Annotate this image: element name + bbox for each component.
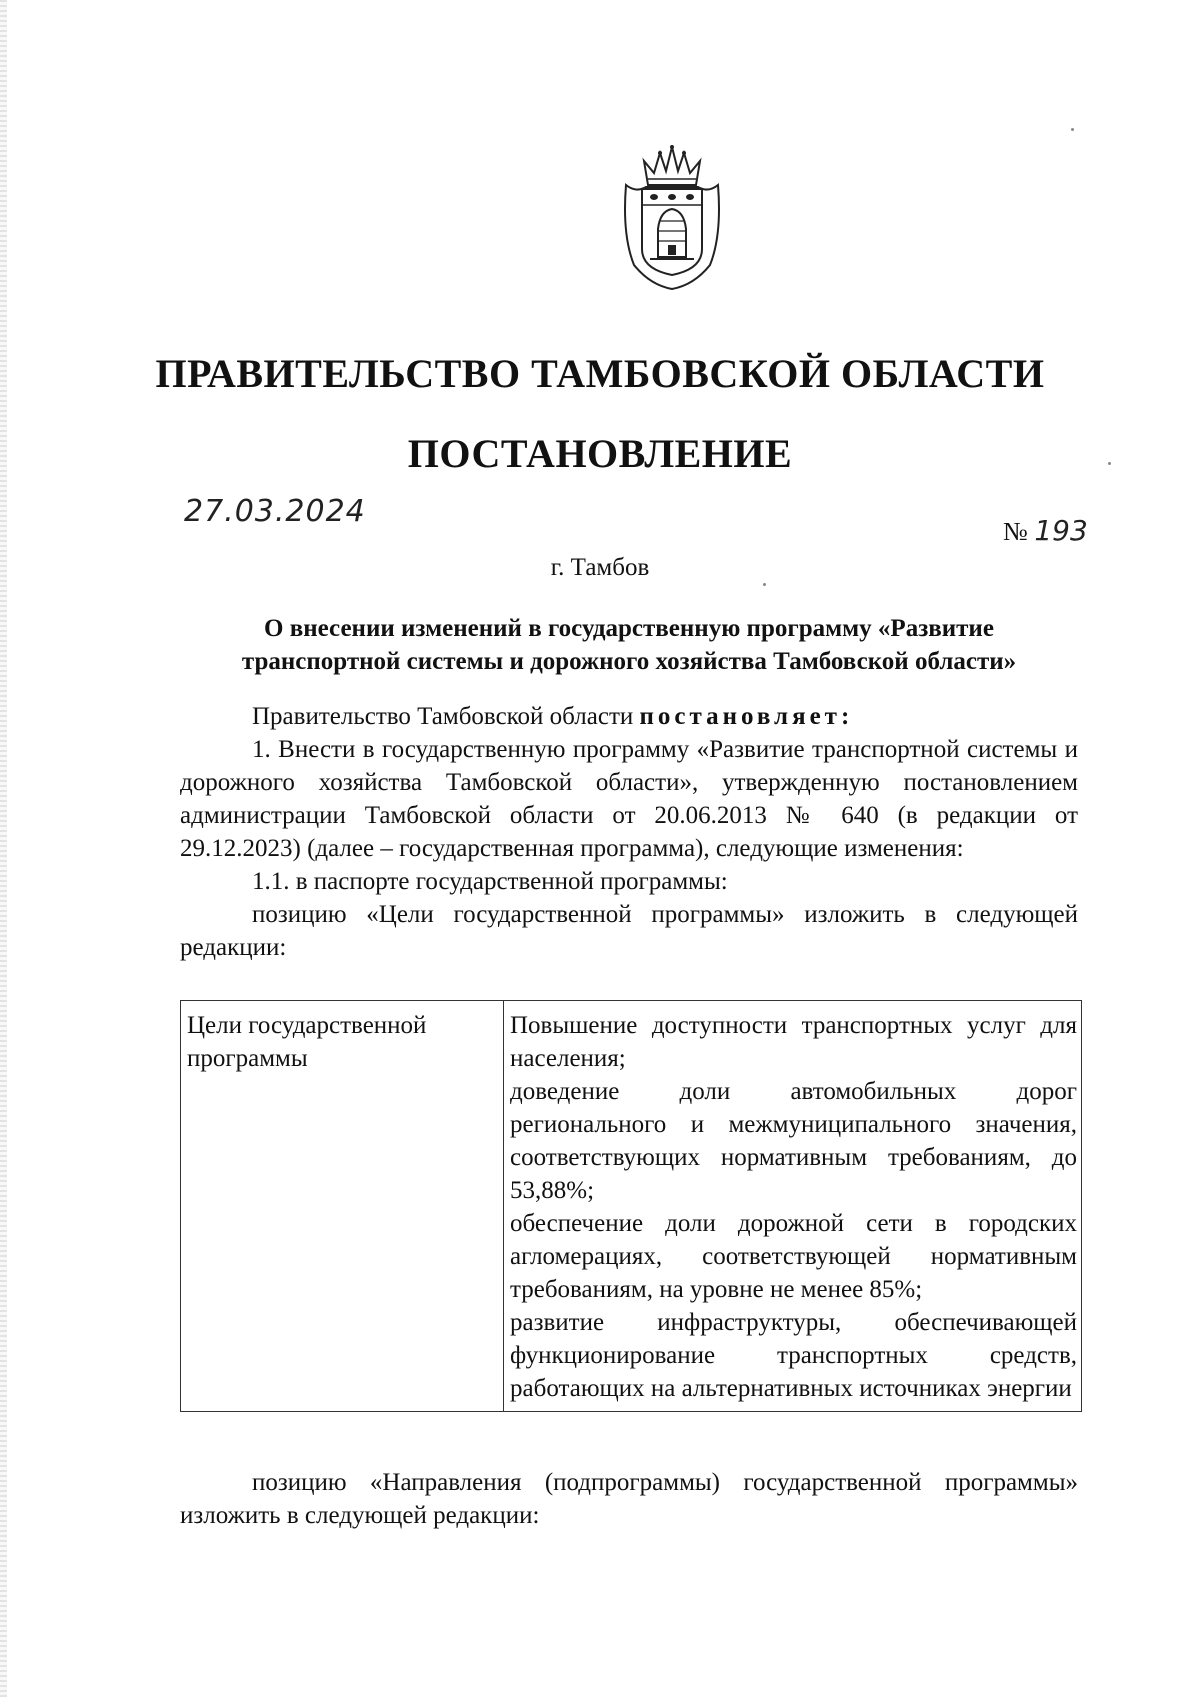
document-type-title: ПОСТАНОВЛЕНИЕ bbox=[407, 431, 793, 476]
goals-position-paragraph: позицию «Цели государственной программы» изложить в следующей редакции: bbox=[180, 901, 1078, 961]
scan-speck bbox=[1071, 128, 1074, 131]
table-row bbox=[181, 1001, 1082, 1412]
table-label-cell: Цели государственной программы bbox=[181, 1001, 504, 1412]
intro-text: Правительство Тамбовской области bbox=[252, 703, 640, 730]
subject-line-1: О внесении изменений в государственную программу «Развитие bbox=[264, 615, 994, 642]
scan-speck bbox=[763, 583, 766, 586]
document-tail bbox=[180, 1466, 1078, 1532]
goal-item: доведение доли автомобильных дорог регионального и межмуниципального значения, соответствующих нормативным требованиям, до 53,88%; bbox=[510, 1078, 1077, 1204]
goal-item: обеспечение доли дорожной сети в городских агломерациях, соответствующей нормативным требованиям, на уровне не менее 85%; bbox=[510, 1210, 1077, 1303]
city-line: г. Тамбов bbox=[550, 554, 650, 581]
goal-item: Повышение доступности транспортных услуг для населения; bbox=[510, 1012, 1077, 1072]
directions-position-paragraph: позицию «Направления (подпрограммы) государственной программы» изложить в следующей редакции: bbox=[180, 1469, 1078, 1529]
tambov-coat-of-arms-icon bbox=[620, 145, 724, 291]
number-prefix: № bbox=[1003, 517, 1028, 546]
goal-item: развитие инфраструктуры, обеспечивающей функционирование транспортных средств, работающих на альтернативных источниках энергии bbox=[510, 1309, 1077, 1402]
table-goals-cell bbox=[504, 1001, 1082, 1412]
handwritten-number: 193 bbox=[1034, 514, 1088, 547]
government-title: ПРАВИТЕЛЬСТВО ТАМБОВСКОЙ ОБЛАСТИ bbox=[155, 351, 1045, 396]
handwritten-date: 27.03.2024 bbox=[184, 494, 366, 529]
goals-table bbox=[180, 1000, 1082, 1412]
document-subject bbox=[180, 612, 1078, 678]
item-1-paragraph: 1. Внести в государственную программу «Развитие транспортной системы и дорожного хозяйства Тамбовской области», утвержденную постановлением администрации Тамбовской области от 20.06.2013 № 640 (в редакции от 29.12.2023) (далее – государственная программа), следующие изменения: bbox=[180, 736, 1078, 862]
subject-line-2: транспортной системы и дорожного хозяйства Тамбовской области» bbox=[241, 648, 1017, 675]
item-1-1-paragraph: 1.1. в паспорте государственной программы: bbox=[252, 868, 728, 895]
resolution-verb: постановляет: bbox=[639, 703, 854, 730]
document-number bbox=[1003, 514, 1088, 547]
coat-of-arms bbox=[620, 145, 724, 291]
intro-paragraph bbox=[180, 700, 1078, 733]
scan-edge bbox=[0, 0, 7, 1697]
document-body bbox=[180, 700, 1078, 964]
